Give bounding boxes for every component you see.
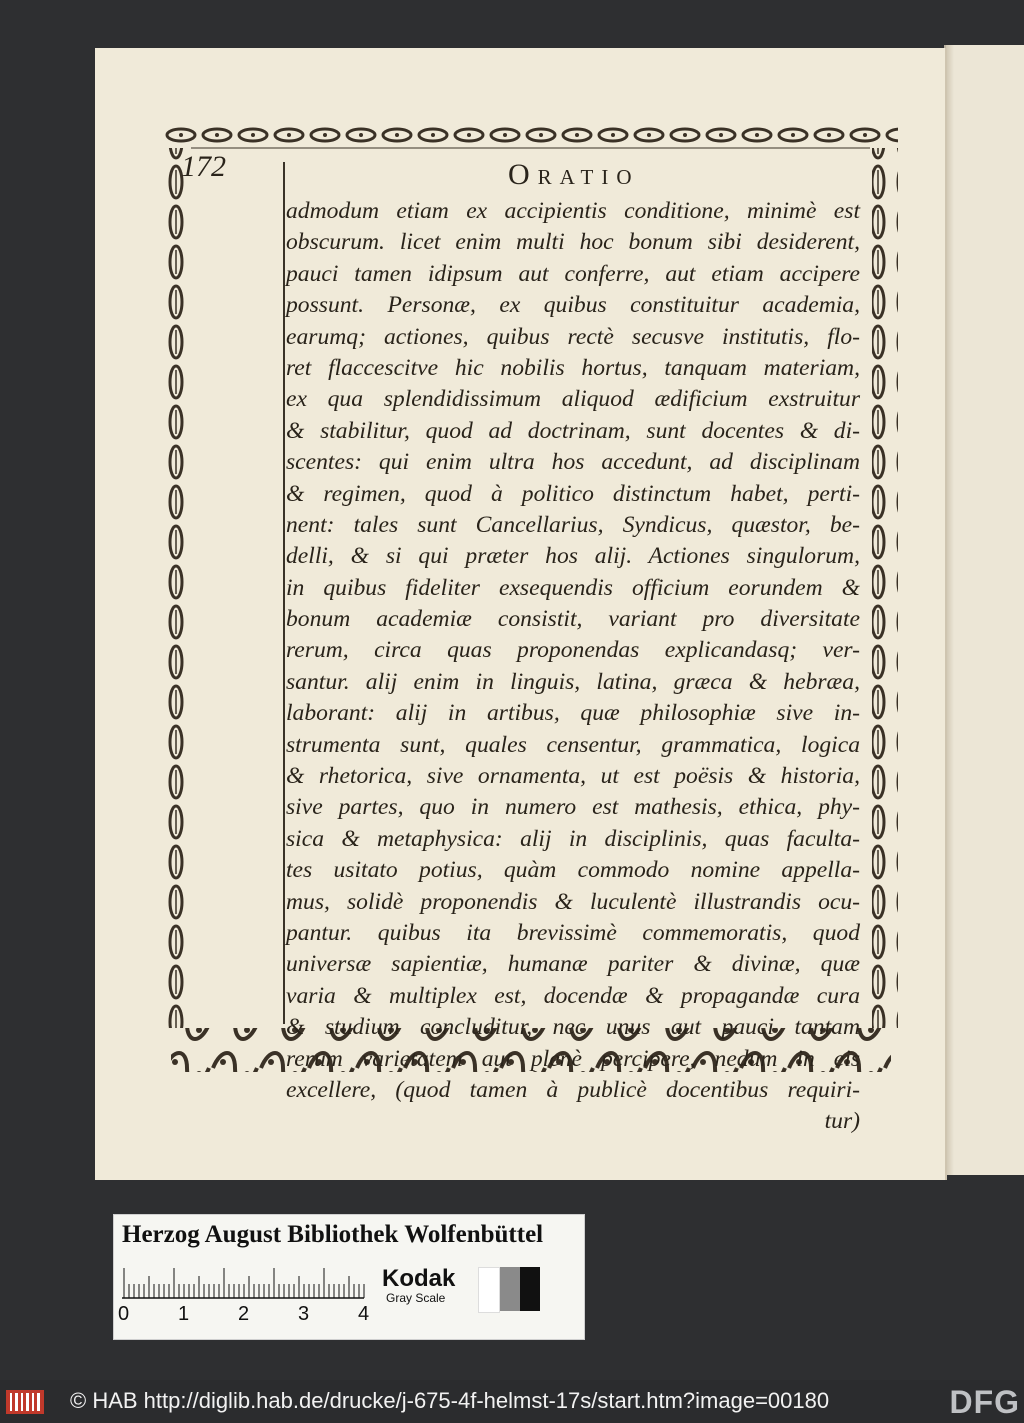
text-line: ex qua splendidissimum aliquod ædificium exstruitur [286,386,860,413]
facing-page [944,45,1024,1175]
text-line: varia & multiplex est, docendæ & propagandæ cura [286,982,860,1009]
library-color-card [113,1214,585,1340]
source-url[interactable]: © HAB http://diglib.hab.de/drucke/j-675-4f-helmst-17s/start.htm?image=00180 [70,1388,830,1413]
text-line: bonum academiæ consistit, variant pro diversitate [286,606,860,633]
text-line: tur) [824,1108,860,1135]
gray-swatches [478,1267,540,1311]
text-line: & stabilitur, quod ad doctrinam, sunt docentes & di- [286,417,860,444]
ruler-number: 2 [238,1303,250,1325]
text-line: tes usitato potius, quàm commodo nomine appella- [286,857,860,884]
text-line: earumq; actiones, quibus rectè secusve institutis, flo- [286,323,860,350]
kodak-logo: Kodak [382,1265,456,1292]
text-line: possunt. Personæ, ex quibus constituitur academia, [286,292,860,319]
text-line: universæ sapientiæ, humanæ pariter & divinæ, quæ [286,951,860,978]
text-line: sive partes, quo in numero est mathesis, ethica, phy- [286,794,860,821]
text-line: obscurum. licet enim multi hoc bonum sibi desiderent, [286,229,860,256]
text-line: nent: tales sunt Cancellarius, Syndicus, quæstor, be- [286,511,860,538]
text-block [286,196,860,1138]
text-line: & rhetorica, sive ornamenta, ut est poësis & historia, [286,763,860,790]
text-line: & regimen, quod à politico distinctum habet, perti- [286,480,860,507]
scale-ruler [122,1265,372,1299]
footer-bar [0,1380,1024,1423]
text-line: laborant: alij in artibus, quæ philosophiæ sive in- [286,700,860,727]
dfg-logo: DFG [949,1384,1020,1420]
text-line: ret flaccescitve hic nobilis hortus, tanquam materiam, [286,354,860,381]
text-line: rerum, circa quas proponendas explicandasq; ver- [286,637,860,664]
ruler-number: 0 [118,1303,130,1325]
page-number: 172 [181,150,226,183]
ruler-number: 4 [358,1303,370,1325]
text-line: pauci tamen idipsum aut conferre, aut etiam accipere [286,260,860,287]
text-line: scentes: qui enim ultra hos accedunt, ad disciplinam [286,449,860,476]
text-line: mus, solidè proponendis & luculentè illustrandis ocu- [286,888,860,915]
swatch-gray [500,1267,520,1311]
text-line: pantur. quibus ita brevissimè commemoratis, quod [286,919,860,946]
text-line: delli, & si qui præter hos alij. Actiones singulorum, [286,543,860,570]
text-line: admodum etiam ex accipientis conditione, minimè est [286,198,860,224]
margin-rule [283,162,285,1024]
text-line: santur. alij enim in linguis, latina, græca & hebræa, [286,668,860,695]
gray-scale-label: Gray Scale [386,1291,446,1305]
ruler-number: 3 [298,1303,310,1325]
text-line: excellere, (quod tamen à publicè docentibus requiri- [286,1076,860,1103]
text-line: in quibus fideliter exsequendis officium eorundem & [286,574,860,601]
swatch-white [478,1267,500,1313]
text-line: rerum varietatem aut plenè percipere, nedum in eis [286,1045,860,1072]
library-name: Herzog August Bibliothek Wolfenbüttel [122,1221,544,1248]
text-line: sica & metaphysica: alij in disciplinis, quas faculta- [286,825,860,852]
ruler-number: 1 [178,1303,190,1325]
text-line: strumenta sunt, quales censentur, grammatica, logica [286,731,860,758]
barcode-icon [6,1390,44,1414]
swatch-black [520,1267,540,1311]
text-line: & studium concluditur, nec unus aut pauci tantam [286,1014,860,1041]
running-head: Oratio [508,158,640,191]
